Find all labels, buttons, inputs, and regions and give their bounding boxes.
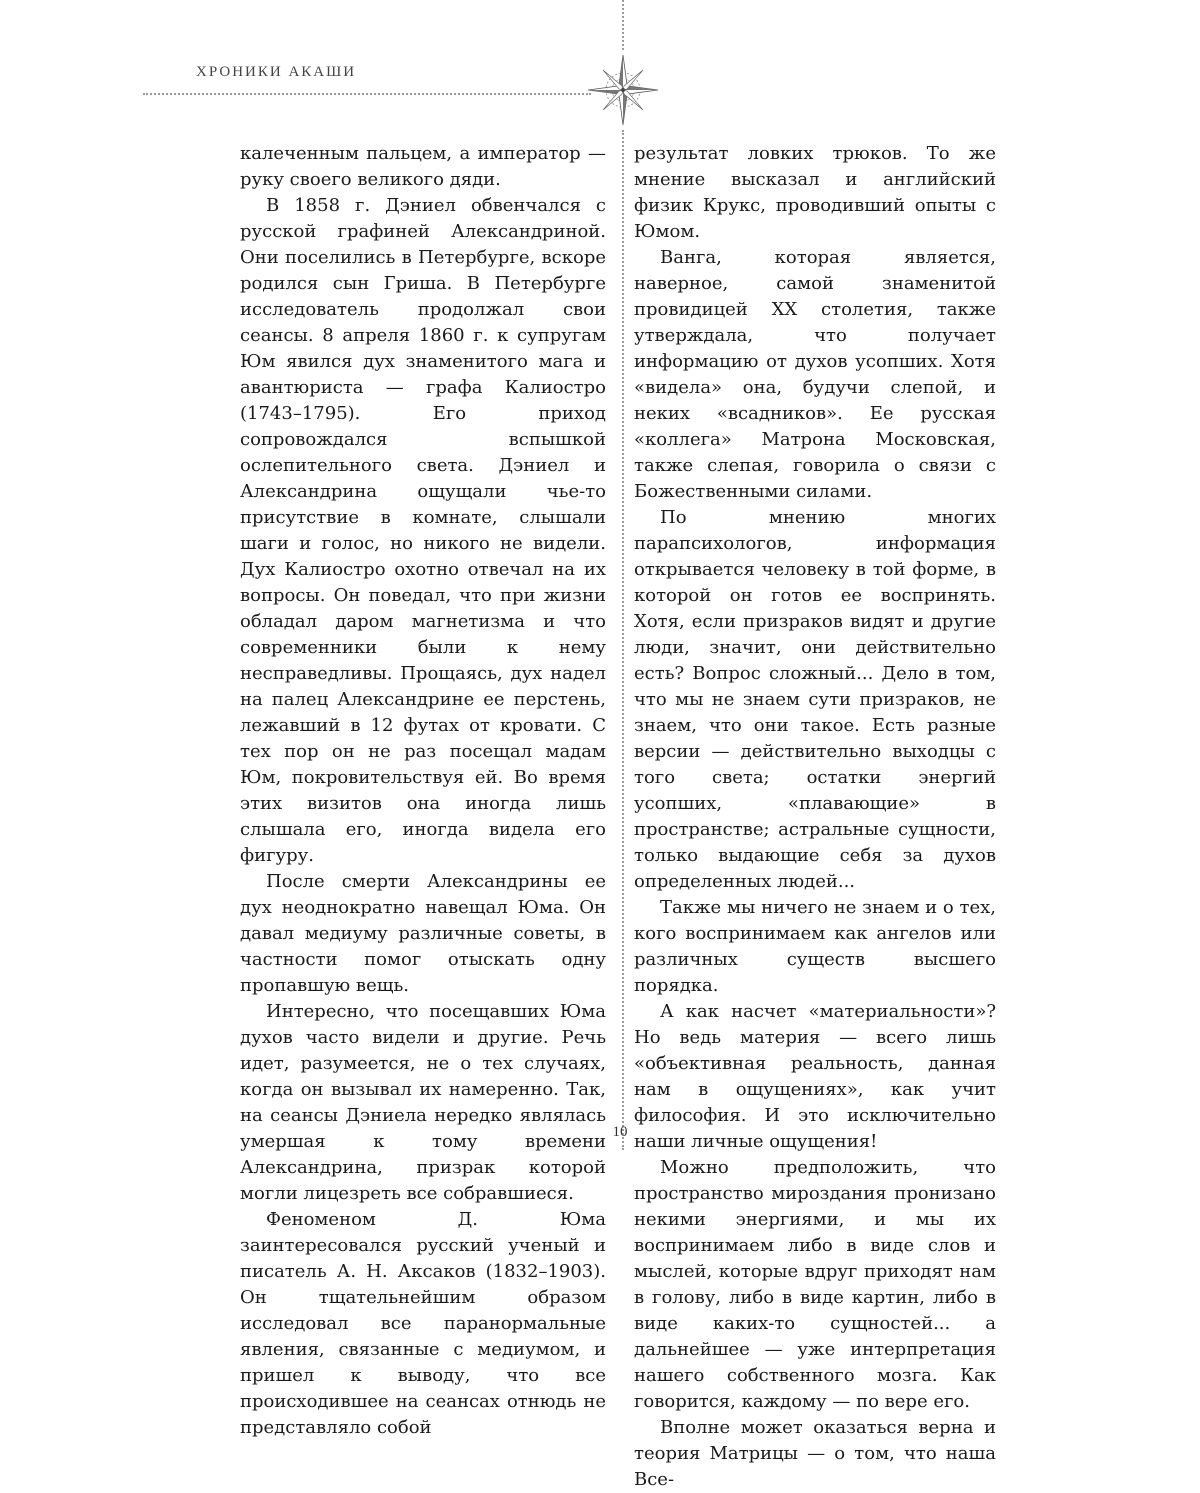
vertical-dotted-rule xyxy=(622,130,624,1150)
paragraph: Можно предположить, что пространство мироздания пронизано некими энергиями, и мы их воспринимаем либо в виде слов и мыслей, которые вдруг приходят нам в голову, либо в виде картин, либо в виде каких-то сущностей... а дальнейшее — уже интерпретация нашего собственного мозга. Как говорится, каждому — по вере его. xyxy=(634,1157,996,1412)
paragraph: Также мы ничего не знаем и о тех, кого воспринимаем как ангелов или различных существ высшего порядка. xyxy=(634,897,996,996)
paragraph: результат ловких трюков. То же мнение высказал и английский физик Крукс, проводивший опыты с Юмом. xyxy=(634,143,996,242)
paragraph: После смерти Александрины ее дух неоднократно навещал Юма. Он давал медиуму различные советы, в частности помог отыскать одну пропавшую вещь. xyxy=(240,871,606,996)
paragraph: Интересно, что посещавших Юма духов часто видели и другие. Речь идет, разумеется, не о тех случаях, когда он вызывал их намеренно. Так, на сеансы Дэниела нередко являлась умершая к тому времени Александрина, призрак которой могли лицезреть все собравшиеся. xyxy=(240,1001,606,1204)
header-dotted-rule xyxy=(143,93,591,95)
left-text-column xyxy=(240,141,606,1441)
running-title: ХРОНИКИ АКАШИ xyxy=(196,64,357,80)
paragraph: По мнению многих парапсихологов, информация открывается человеку в той форме, в которой он готов ее воспринять. Хотя, если призраков видят и другие люди, значит, они действительно есть? Вопрос сложный... Дело в том, что мы не знаем сути призраков, не знаем, что они такое. Есть разные версии — действительно выходцы с того света; остатки энергий усопших, «плавающие» в пространстве; астральные сущности, только выдающие себя за духов определенных людей... xyxy=(634,507,996,892)
compass-rose-icon xyxy=(585,52,661,128)
paragraph: А как насчет «материальности»? Но ведь материя — всего лишь «объективная реальность, данная нам в ощущениях», как учит философия. И это исключительно наши личные ощущения! xyxy=(634,1001,996,1152)
vertical-dotted-rule-top xyxy=(622,0,624,50)
right-text-column xyxy=(634,141,996,1493)
paragraph: Вполне может оказаться верна и теория Матрицы — о том, что наша Все- xyxy=(634,1417,996,1490)
paragraph: В 1858 г. Дэниел обвенчался с русской графиней Александриной. Они поселились в Петербурге, вскоре родился сын Гриша. В Петербурге исследователь продолжал свои сеансы. 8 апреля 1860 г. к супругам Юм явился дух знаменитого мага и авантюриста — графа Калиостро (1743–1795). Его приход сопровождался вспышкой ослепительного света. Дэниел и Александрина ощущали чье-то присутствие в комнате, слышали шаги и голос, но никого не видели. Дух Калиостро охотно отвечал на их вопросы. Он поведал, что при жизни обладал даром магнетизма и что современники были к нему несправедливы. Прощаясь, дух надел на палец Александрине ее перстень, лежавший в 12 футах от кровати. С тех пор он не раз посещал мадам Юм, покровительствуя ей. Во время этих визитов она иногда лишь слышала его, иногда видела его фигуру. xyxy=(240,195,606,866)
page-number: 10 xyxy=(612,1124,628,1140)
paragraph: Феноменом Д. Юма заинтересовался русский ученый и писатель А. Н. Аксаков (1832–1903). Он тщательнейшим образом исследовал все паранормальные явления, связанные с медиумом, и пришел к выводу, что все происходившее на сеансах отнюдь не представляло собой xyxy=(240,1209,606,1438)
paragraph: Ванга, которая является, наверное, самой знаменитой провидицей XX столетия, также утверждала, что получает информацию от духов усопших. Хотя «видела» она, будучи слепой, и неких «всадников». Ее русская «коллега» Матрона Московская, также слепая, говорила о связи с Божественными силами. xyxy=(634,247,996,502)
paragraph: калеченным пальцем, а император — руку своего великого дяди. xyxy=(240,143,606,190)
